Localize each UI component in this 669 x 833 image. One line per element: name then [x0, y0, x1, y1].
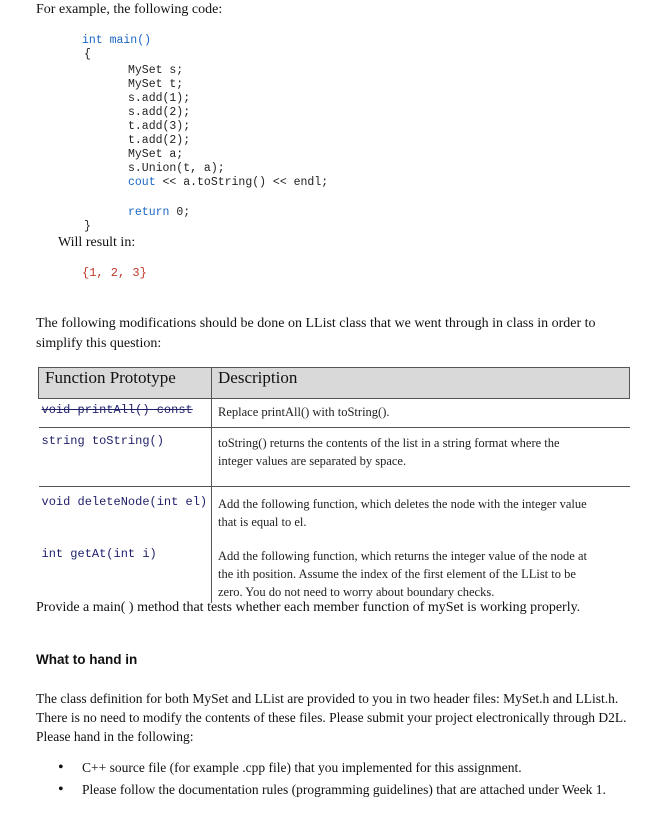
- intro-text: For example, the following code:: [36, 2, 223, 17]
- desc-line: integer values are separated by space.: [218, 454, 407, 468]
- code-cout: cout: [128, 176, 156, 189]
- handin-line: Please hand in the following:: [36, 729, 194, 744]
- desc-cell: [212, 487, 630, 544]
- bullet-item: • Please follow the documentation rules (programming guidelines) that are attached under Week 1.: [56, 780, 636, 800]
- code-line: t.add(3);: [128, 120, 191, 133]
- desc-line: that is equal to el.: [218, 515, 307, 529]
- mods-text-line-2: simplify this question:: [36, 336, 162, 351]
- proto-cell: string toString(): [39, 428, 212, 487]
- code-line: s.add(2);: [128, 106, 191, 119]
- function-table: [38, 367, 630, 603]
- code-return: return: [128, 206, 170, 219]
- code-open-brace: {: [84, 48, 91, 61]
- handin-bullet-list: [56, 758, 636, 802]
- mods-text-line-1: The following modifications should be done on LList class that we went through in class in order to: [36, 316, 596, 331]
- handin-paragraph: [36, 689, 626, 746]
- code-line: s.Union(t, a);: [128, 162, 225, 175]
- table-row: [39, 399, 630, 428]
- handin-line: There is no need to modify the contents of these files. Please submit your project electronically through D2L.: [36, 710, 627, 725]
- table-row: [39, 428, 630, 487]
- header-description: Description: [212, 368, 630, 399]
- table-header-row: [39, 368, 630, 399]
- code-line: t.add(2);: [128, 134, 191, 147]
- proto-cell: [39, 399, 212, 428]
- desc-line: zero. You do not need to worry about boundary checks.: [218, 585, 495, 599]
- proto-cell: int getAt(int i): [39, 543, 212, 603]
- desc-line: Replace printAll() with toString().: [218, 405, 390, 419]
- header-prototype: Function Prototype: [39, 368, 212, 399]
- bullet-item: • C++ source file (for example .cpp file) that you implemented for this assignment.: [56, 758, 636, 778]
- table-row: [39, 543, 630, 603]
- code-body: [128, 64, 328, 190]
- desc-line: the ith position. Assume the index of the first element of the LList to be: [218, 567, 576, 581]
- code-return-rest: 0;: [169, 206, 191, 219]
- main-note: Provide a main( ) method that tests whether each member function of mySet is working properly.: [36, 600, 581, 615]
- code-main-line: [82, 34, 151, 47]
- proto-cell: void deleteNode(int el): [39, 487, 212, 544]
- code-cout-rest: << a.toString() << endl;: [155, 176, 329, 189]
- proto-printall: void printAll() const: [41, 403, 193, 417]
- code-close-brace: }: [84, 220, 91, 233]
- desc-cell: [212, 543, 630, 603]
- code-int-main: int main(): [82, 34, 152, 47]
- desc-cell: [212, 399, 630, 428]
- desc-line: Add the following function, which returns the integer value of the node at: [218, 549, 587, 563]
- desc-cell: [212, 428, 630, 487]
- result-label: Will result in:: [58, 235, 136, 250]
- section-title: What to hand in: [36, 652, 138, 667]
- desc-line: toString() returns the contents of the list in a string format where the: [218, 436, 560, 450]
- desc-line: Add the following function, which deletes the node with the integer value: [218, 497, 587, 511]
- code-line: s.add(1);: [128, 92, 191, 105]
- code-return-line: [128, 206, 190, 219]
- code-line: [128, 176, 328, 190]
- code-line: MySet t;: [128, 78, 184, 91]
- result-value: {1, 2, 3}: [82, 266, 147, 280]
- code-line: MySet s;: [128, 64, 184, 77]
- handin-line: The class definition for both MySet and LList are provided to you in two header files: MySet.h and LList.h.: [36, 691, 619, 706]
- table-row: [39, 487, 630, 544]
- code-line: MySet a;: [128, 148, 184, 161]
